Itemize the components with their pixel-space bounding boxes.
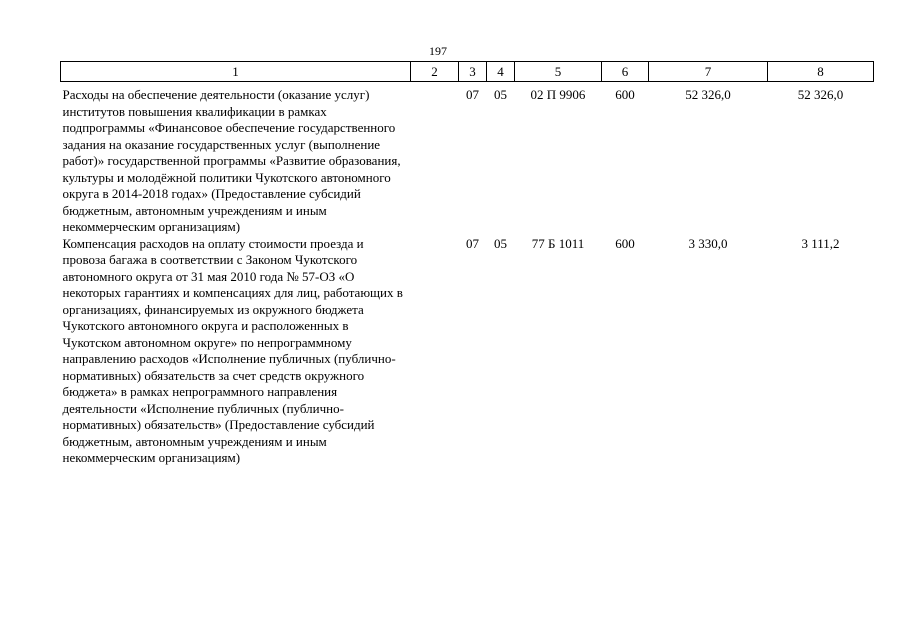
header-row	[61, 62, 874, 82]
header-col-8: 8	[768, 62, 874, 82]
header-col-3: 3	[459, 62, 487, 82]
page-number: 197	[429, 44, 447, 58]
row-col-3: 07	[466, 235, 479, 251]
row-col-7: 52 326,0	[685, 87, 731, 102]
row-col-4: 05	[494, 235, 507, 251]
row-col-4: 05	[494, 87, 507, 102]
row-col-7: 3 330,0	[688, 235, 728, 251]
row-col-5: 77 Б 1011	[531, 235, 585, 251]
header-col-7: 7	[649, 62, 768, 82]
header-col-4: 4	[487, 62, 515, 82]
row-description: Компенсация расходов на оплату стоимости проезда и провоза багажа в соответствии с Законом Чукотского автономного округа от 31 мая 2010 года № 57-ОЗ «О некоторых гарантиях и компенсациях для лиц, работающих в организациях, финансируемых из окружного бюджета Чукотского автономного округа и расположенных в Чукотском автономном округе» по непрограммному направлению расходов «Исполнение публичных (публично-нормативных) обязательств за счет средств окружного бюджета» в рамках непрограммного направления деятельности «Исполнение публичных (публично-нормативных) обязательств» (Предоставление субсидий бюджетным, автономным учреждениям и иным некоммерческим организациям)	[62, 235, 403, 465]
row-col-8: 3 111,2	[801, 235, 840, 251]
header-col-5: 5	[515, 62, 602, 82]
row-col-2	[411, 236, 459, 467]
header-col-2: 2	[411, 62, 459, 82]
budget-table	[60, 61, 874, 467]
row-col-8: 52 326,0	[797, 87, 844, 102]
header-col-1: 1	[61, 62, 411, 82]
header-col-6: 6	[602, 62, 649, 82]
table-row	[61, 82, 874, 236]
table-row	[61, 236, 874, 467]
row-col-6: 600	[615, 87, 635, 102]
row-col-2	[411, 82, 459, 236]
row-col-5: 02 П 9906	[530, 87, 586, 102]
row-description: Расходы на обеспечение деятельности (оказание услуг) институтов повышения квалификации в рамках подпрограммы «Финансовое обеспечение государственного задания на оказание государственных услуг (выполнение работ)» государственной программы «Развитие образования, культуры и молодёжной политики Чукотского автономного округа в 2014-2018 годах» (Предоставление субсидий бюджетным, автономным учреждениям и иным некоммерческим организациям)	[62, 87, 401, 234]
row-col-6: 600	[615, 235, 635, 251]
row-col-3: 07	[466, 87, 479, 102]
